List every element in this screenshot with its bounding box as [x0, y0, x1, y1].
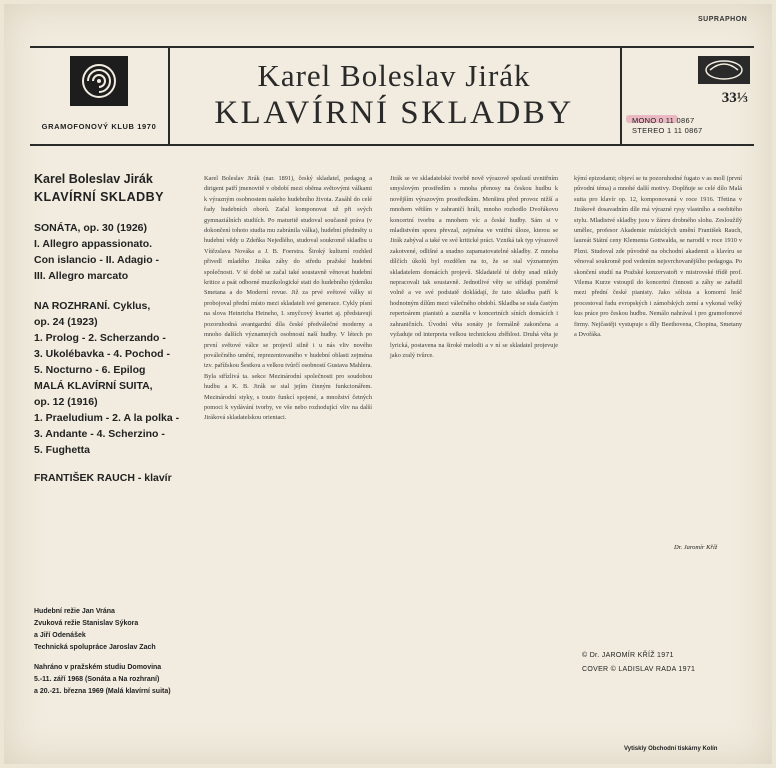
copyright-notes: © Dr. JAROMÍR KŘÍŽ 1971 — [582, 652, 674, 659]
track-line: 5. Fughetta — [34, 444, 91, 456]
credit-line: Hudební režie Jan Vrána — [34, 608, 115, 615]
credit-line: Zvuková režie Stanislav Sýkora — [34, 620, 139, 627]
track-line: 3. Ukolébavka - 4. Pochod - — [34, 348, 170, 360]
liner-notes-text: Jirák se ve skladatelské tvorbě nově výrazově spolustí uvnitřním smyslovým prostředím s mnoha přenosy na českou hudbu k novějším výrazovým prostředkům. Menšinu před provoz nižší a mnohem větším v zahraničí hráli, mnoho rozhodlo Dvořákovu koncertní tvorbu a mnohem víc a české hudby. Sám si v mladistvém sporu převzal, zejména ve vnitřní úloze, kterou se Jirák zabýval a také ve své kritické práci. Vzniká tak typ výrazově zakotvené, odlišné a snadno zapamatovatelné skladby. Z mnoha dílčích úkolů byl rozdělen na to, že se stal významným skladatelem domácích projevů. Skladatelé té doby snad nikdy nepracovali tak soustavně. Jednotlivé věty se střídají poměrně volně a ve své podstatě dokládají, že tato skladba patří k hodnotným dílům mezi válečného období. Skladba se stala častým repertoárem pianistů a zazněla v koncertních síních domácích i zahraničních. Úvodní věta sonáty je formálně zakončena a vyžaduje od interpreta velkou technickou zběhlost. Druhá věta je lyrická, postavena na široké melodii a v ní se skladatel projevuje jako zralý tvůrce. — [390, 175, 558, 359]
liner-notes-text: kýmí epizodami; objeví se tu pozoruhodné fugato v as moll (první původní téma) a mnohé další motivy. Doplňuje se celé dílo Malá suita pro klavír op. 12, komponovaná v roce 1916. Třetina v Jirákově dosavadním díle má výrazné rysy vlastního a osobitého stylu. Mladistvé skladby jsou v žánru drobného slohu. Zesloužilý umělec, profesor Akademie múzických umění František Rauch, laureát Státní ceny Klementa Gottwalda, se narodil v roce 1910 v Plzni. Studoval zde původně na obchodní akademii a klavíru se věnoval soukromě pod vedením nejsvrchovanějšího pedagoga. Po skončení studií na Pražské konzervatoři v mistrovské třídě prof. Vilema Kurze vstoupil do koncertní činnosti a záhy se zařadil mezi přední české pianisty. Jako sólista a komorní hráč procestoval řadu evropských i zámořských zemí a vykonal velký kus práce pro českou hudbu. Nemálo nahrával i pro gramofonové firmy. Nejčastěji vystupuje s díly Beethovena, Chopina, Smetany a Dvořáka. — [574, 175, 742, 339]
track-line: Con islancio - II. Adagio - — [34, 254, 160, 266]
top-label-text: SUPRAPHON — [698, 16, 748, 23]
track-line: 3. Andante - 4. Scherzino - — [34, 428, 165, 440]
liner-notes-column-1 — [204, 174, 372, 424]
stereo-catalog: STEREO 1 11 0867 — [632, 126, 703, 135]
supraphon-logo-icon — [698, 56, 750, 84]
track-gap — [34, 284, 184, 298]
printer-credit: Vytiskly Obchodní tiskárny Kolín — [624, 746, 718, 752]
speed-label: 33⅓ — [721, 90, 748, 106]
label-box — [620, 48, 756, 144]
credit-line: Technická spolupráce Jaroslav Zach — [34, 644, 156, 651]
track-line: NA ROZHRANÍ. Cyklus, — [34, 300, 151, 312]
tracklist-album: KLAVÍRNÍ SKLADBY — [34, 190, 164, 204]
album-title: KLAVÍRNÍ SKLADBY — [214, 95, 574, 131]
track-line: MALÁ KLAVÍRNÍ SUITA, — [34, 380, 153, 392]
production-credits — [34, 606, 194, 698]
header-band — [30, 46, 754, 146]
track-line: op. 12 (1916) — [34, 396, 98, 408]
top-label-logo — [698, 16, 747, 23]
track-line: 5. Nocturno - 6. Epilog — [34, 364, 146, 376]
track-line: op. 24 (1923) — [34, 316, 98, 328]
track-line: 1. Praeludium - 2. A la polka - — [34, 412, 180, 424]
liner-notes-column-2 — [390, 174, 558, 361]
track-line: SONÁTA, op. 30 (1926) — [34, 222, 147, 234]
title-area — [170, 48, 618, 144]
liner-notes-column-3 — [574, 174, 742, 341]
tracklist — [34, 172, 184, 484]
club-logo-icon — [70, 56, 128, 106]
credit-line: a 20.-21. března 1969 (Malá klavírní suita) — [34, 688, 171, 695]
record-sleeve — [4, 4, 772, 764]
credit-line: 5.-11. září 1968 (Sonáta a Na rozhraní) — [34, 676, 160, 683]
mono-catalog: MONO 0 11 0867 — [632, 116, 695, 125]
performer: FRANTIŠEK RAUCH - klavír — [34, 472, 172, 484]
club-box — [30, 48, 170, 144]
tracklist-composer: Karel Boleslav Jirák — [34, 172, 153, 186]
credit-line: a Jiří Odenášek — [34, 632, 86, 639]
liner-notes-text: Karel Boleslav Jirák (nar. 1891), český skladatel, pedagog a dirigent patří jmenovitě v období mezi oběma světovými válkami k výrazným osobnostem našeho hudebního života. Zasáhl do celé řady hudebních oborů. Začal komponovat už při svých gymnaziálních studiích. Po maturitě studoval současně práva (v dokončení tohoto studia mu zabránila válka), hudební předměty u hudební vědy u Zdeňka Nejedlého, studoval soukromě skladbu u Vítězslava Nováka a J. B. Foerstra. Široký kulturní rozhled přivedl mladého Jiráka záhy do středu pražské hudební společnosti. V té době se začal také soustavně věnovat hudební kritice a psát odborné muzikologické stati do hudebního týdeníku Smetana a do Moderní revue. Již za prvé světové války si probojoval přední místo mezi skladateli své generace. Cykly písní na slova Heinricha Heineho, I. smyčcový kvartet aj. představují pozoruhodná avantgardní díla české předválečné moderny a mnoho dalších významných osobností naší hudby. V létech po první světové válce se projevil silně i u nás vliv nového poválečného umění, reprezentovaného v hudební oblasti zejména tzv. pařížskou Šestkou a velkou tvůrčí osobností Gustava Mahlera. Byla střízlivá ta. sekce Mezinárodní společnosti pro soudobou hudbu a K. B. Jirák se stal jejím činným funkcionářem. Mezinárodní styky, s touto funkcí spojené, a množství četných pomoci k vydávání tvorby, ve vše nebo rozhodující vliv na další Jiráková skladatelskou orientaci. — [204, 175, 372, 422]
composer-title: Karel Boleslav Jirák — [257, 58, 531, 93]
credit-gap — [34, 654, 194, 662]
copyright-cover: COVER © LADISLAV RADA 1971 — [582, 666, 696, 673]
credit-line: Nahráno v pražském studiu Domovina — [34, 664, 162, 671]
track-line: III. Allegro marcato — [34, 270, 129, 282]
notes-author: Dr. Jaromír Kříž — [674, 544, 718, 551]
club-name: GRAMOFONOVÝ KLUB 1970 — [41, 122, 157, 131]
track-line: 1. Prolog - 2. Scherzando - — [34, 332, 166, 344]
track-line: I. Allegro appassionato. — [34, 238, 153, 250]
